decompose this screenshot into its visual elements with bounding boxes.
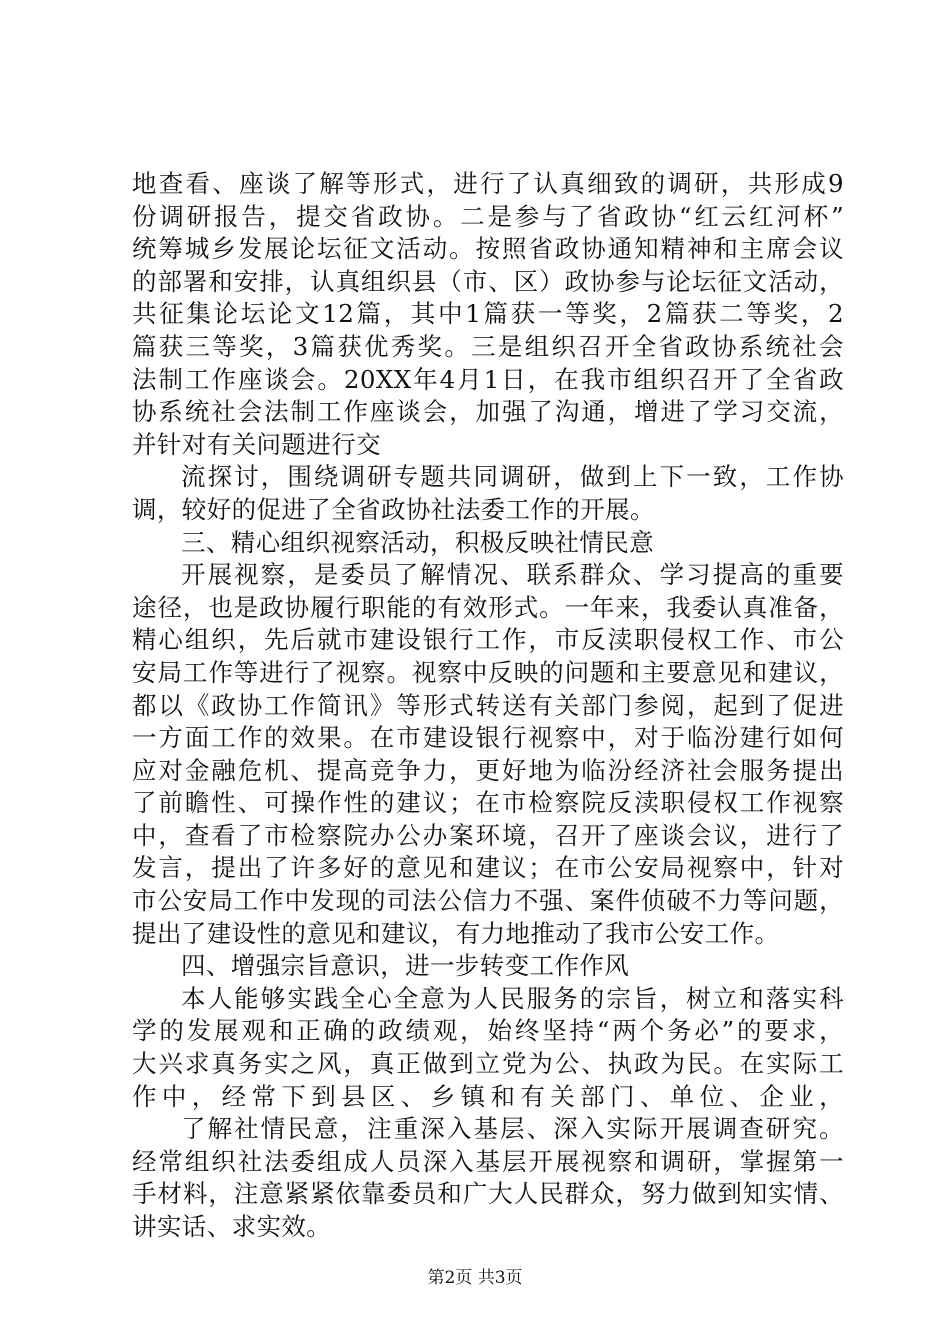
text-line: 学的发展观和正确的政绩观，始终坚持“两个务必”的要求， (132, 1016, 844, 1046)
text-line: 并针对有关问题进行交 (132, 429, 381, 459)
text-line: 都以《政协工作简讯》等形式转送有关部门参阅，起到了促进 (132, 690, 844, 720)
text-line: 的部署和安排，认真组织县（市、区）政协参与论坛征文活动， (132, 266, 844, 296)
body-text (132, 168, 844, 1244)
text-line: 协系统社会法制工作座谈会，加强了沟通，增进了学习交流， (132, 397, 844, 427)
text-line: 经常组织社法委组成人员深入基层开展视察和调研，掌握第一 (132, 1146, 844, 1176)
text-line: 提出了建设性的意见和建议，有力地推动了我市公安工作。 (132, 918, 780, 948)
text-line: 篇获三等奖，3篇获优秀奖。三是组织召开全省政协系统社会 (132, 331, 844, 361)
text-line: 一方面工作的效果。在市建设银行视察中，对于临汾建行如何 (132, 723, 844, 753)
text-line: 统筹城乡发展论坛征文活动。按照省政协通知精神和主席会议 (132, 234, 844, 264)
text-line: 流探讨，围绕调研专题共同调研，做到上下一致，工作协 (181, 462, 844, 492)
text-line: 调，较好的促进了全省政协社法委工作的开展。 (132, 494, 655, 524)
text-line: 份调研报告，提交省政协。二是参与了省政协“红云红河杯” (132, 201, 844, 231)
text-line: 途径，也是政协履行职能的有效形式。一年来，我委认真准备， (132, 592, 844, 622)
text-line: 地查看、座谈了解等形式，进行了认真细致的调研，共形成9 (132, 169, 844, 198)
text-line: 精心组织，先后就市建设银行工作，市反渎职侵权工作、市公 (132, 625, 844, 655)
text-line: 本人能够实践全心全意为人民服务的宗旨，树立和落实科 (181, 983, 844, 1013)
page-number: 第2页 共3页 (427, 1268, 523, 1288)
text-line: 安局工作等进行了视察。视察中反映的问题和主要意见和建议， (132, 657, 844, 687)
text-line: 共征集论坛论文12篇，其中1篇获一等奖，2篇获二等奖，2 (132, 299, 844, 329)
text-line: 中，查看了市检察院办公办案环境，召开了座谈会议，进行了 (132, 820, 844, 850)
text-line: 应对金融危机、提高竞争力，更好地为临汾经济社会服务提出 (132, 755, 844, 785)
section-heading: 三、精心组织视察活动，积极反映社情民意 (181, 527, 655, 557)
text-line: 手材料，注意紧紧依靠委员和广大人民群众，努力做到知实情、 (132, 1179, 844, 1209)
text-line: 讲实话、求实效。 (132, 1212, 332, 1241)
text-line: 了解社情民意，注重深入基层、深入实际开展调查研究。 (181, 1114, 844, 1144)
text-line: 开展视察，是委员了解情况、联系群众、学习提高的重要 (181, 560, 844, 590)
text-line: 发言，提出了许多好的意见和建议；在市公安局视察中，针对 (132, 853, 844, 883)
text-line: 法制工作座谈会。20XX年4月1日，在我市组织召开了全省政 (132, 364, 844, 394)
section-heading: 四、增强宗旨意识，进一步转变工作作风 (181, 951, 630, 981)
text-line: 了前瞻性、可操作性的建议；在市检察院反渎职侵权工作视察 (132, 788, 844, 818)
text-line: 作中，经常下到县区、乡镇和有关部门、单位、企业， (132, 1081, 844, 1111)
text-line: 大兴求真务实之风，真正做到立党为公、执政为民。在实际工 (132, 1049, 844, 1079)
text-line: 市公安局工作中发现的司法公信力不强、案件侦破不力等问题， (132, 886, 844, 916)
